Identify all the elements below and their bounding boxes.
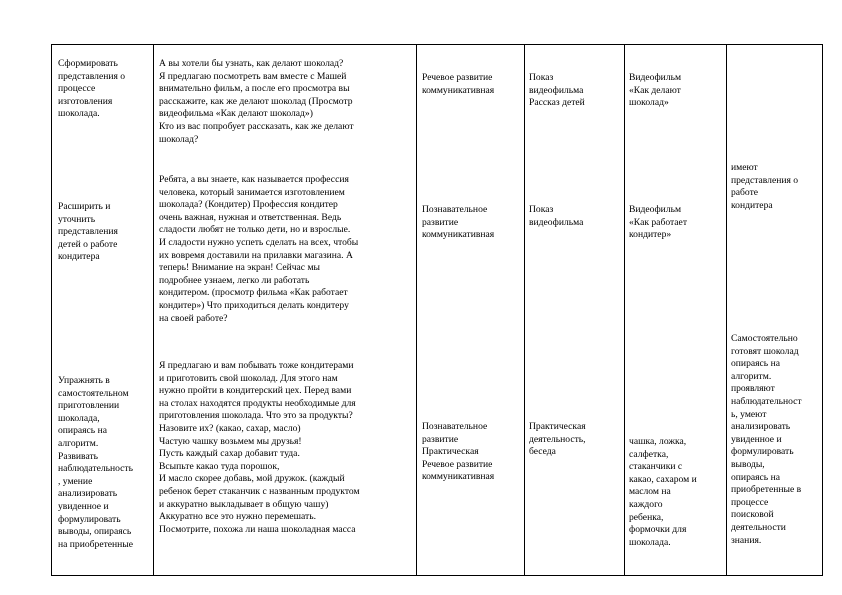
materials-3: чашка, ложка, салфетка, стаканчики с какао, сахаром и маслом на каждого ребенка, формочки для шоколада. (629, 436, 697, 548)
materials-2: Видеофильм «Как работает кондитер» (629, 204, 688, 241)
goal-text-1: Сформировать представления о процессе изготовления шоколада. (58, 58, 126, 120)
column-divider (624, 45, 625, 575)
activity-form-3: Практическая деятельность, беседа (529, 421, 586, 458)
expected-result-2: Самостоятельно готовят шоколад опираясь на алгоритм. проявляют наблюдательност ь, умеют анализировать увиденное и формулировать выводы, опираясь на приобретенные в процессе поисковой деятельности знания. (731, 333, 802, 546)
teacher-text-3: Я предлагаю и вам побывать тоже кондитерами и приготовить свой шоколад. Для этого нам нужно пройти в кондитерский цех. Перед вами на столах находятся продукты необходимые для приготовления шоколада. Что это за продукты? Назовите их? (какао, сахар, масло) Частую чашку возьмем мы друзья! Пусть каждый сахар добавит туда. Всыпьте какао туда порошок, И масло скорее добавь, мой дружок. (каждый ребенок берет стаканчик с названным продуктом и аккуратно выкладывает в общую чашу) Аккуратно все это нужно перемешать. Посмотрите, похожа ли наша шоколадная масса (159, 360, 360, 535)
teacher-text-2: Ребята, а вы знаете, как называется профессия человека, который занимается изготовлением шоколада? (Кондитер) Профессия кондитер очень важная, нужная и ответственная. Ведь сладости любят не только дети, но и взрослые. И сладости нужно успеть сделать на всех, чтобы их вовремя доставили на прилавки магазина. А теперь! Внимание на экран! Сейчас мы подробнее узнаем, легко ли работать кондитером. (просмотр фильма «Как работает кондитер») Что приходиться делать кондитеру на своей работе? (159, 174, 359, 324)
column-divider (726, 45, 727, 575)
goal-text-2: Расширить и уточнить представления детей о работе кондитера (58, 201, 118, 263)
education-area-2: Познавательное развитие коммуникативная (422, 204, 495, 241)
education-area-3: Познавательное развитие Практическая Речевое развитие коммуникативная (422, 421, 495, 483)
activity-form-2: Показ видеофильма (529, 204, 584, 228)
teacher-text-1: А вы хотели бы узнать, как делают шоколад? Я предлагаю посмотреть вам вместе с Машей внимательно фильм, а после его просмотра вы расскажите, как же делают шоколад (Просмотр видеофильма «Как делают шоколад») Кто из вас попробует рассказать, как же делают шоколад? (159, 58, 354, 145)
activity-form-1: Показ видеофильма Рассказ детей (529, 72, 585, 109)
goal-text-3: Упражнять в самостоятельном приготовлении шоколада, опираясь на алгоритм. Развивать наблюдательность , умение анализировать увиденное и формулировать выводы, опираясь на приобретенные (58, 375, 134, 550)
expected-result-1: имеют представления о работе кондитера (731, 162, 799, 211)
education-area-1: Речевое развитие коммуникативная (422, 72, 495, 96)
column-divider (153, 45, 154, 575)
column-divider (524, 45, 525, 575)
materials-1: Видеофильм «Как делают шоколад» (629, 72, 682, 109)
